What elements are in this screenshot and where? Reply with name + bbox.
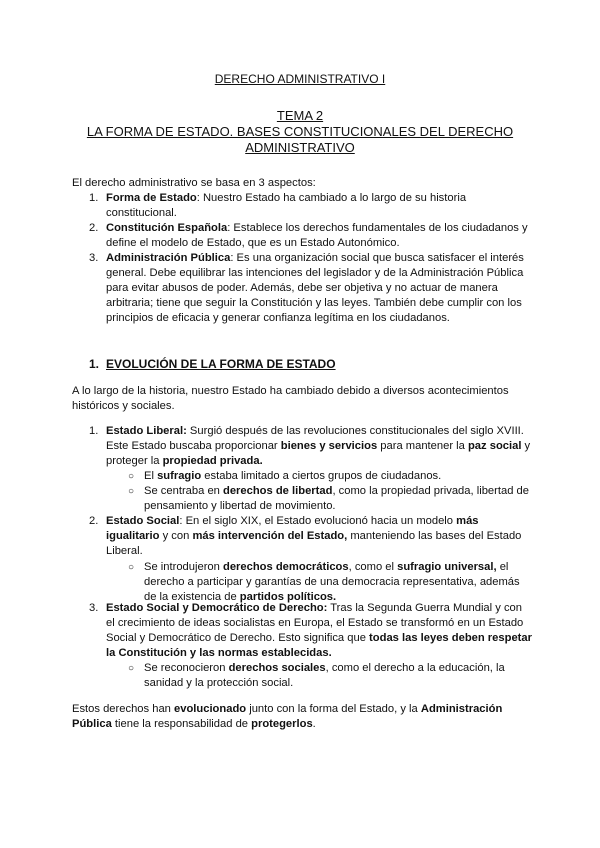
sub-list-item (72, 661, 532, 691)
text-span: El (144, 470, 158, 482)
intro-list (72, 191, 532, 326)
list-number: 3. (89, 252, 99, 264)
section-title: EVOLUCIÓN DE LA FORMA DE ESTADO (106, 357, 336, 371)
text-span: , como el derecho a la educación, la sanidad y la protección social. (144, 662, 505, 689)
list-term: Estado Liberal: (106, 425, 187, 437)
section-number: 1. (89, 357, 100, 371)
list-number: 3. (89, 602, 99, 614)
bold-span: derechos democráticos (223, 561, 349, 573)
list-number: 1. (89, 192, 99, 204)
text-span: : En el siglo XIX, el Estado evolucionó hacia un modelo (179, 515, 457, 527)
bold-span: sufragio universal, (397, 561, 497, 573)
tema-number: TEMA 2 (276, 108, 324, 123)
bold-span: protegerlos (251, 718, 313, 730)
intro-block (72, 176, 532, 326)
tema-heading (60, 108, 540, 156)
text-span: Se centraba en (144, 485, 223, 497)
list-number: 2. (89, 515, 99, 527)
list-item (72, 514, 532, 559)
text-span: Tras la Segunda Guerra Mundial y con el crecimiento de ideas socialistas en Europa, el Estado se transformó en un Estado Social y Democrático de Derecho. Esto significa que (106, 602, 524, 644)
tema-title: LA FORMA DE ESTADO. BASES CONSTITUCIONALES DEL DERECHO ADMINISTRATIVO (86, 124, 514, 155)
text-span: el derecho a participar y garantías de una democracia representativa, además de la existencia de (144, 561, 520, 603)
sub-list-item (72, 484, 532, 514)
text-span: . (312, 718, 316, 730)
bold-span: propiedad privada. (162, 455, 263, 467)
text-span: Se reconocieron (144, 662, 229, 674)
text-span: y con (159, 530, 193, 542)
bold-span: derechos sociales (228, 662, 326, 674)
sub-list-item (72, 560, 532, 605)
bold-span: más intervención del Estado, (192, 530, 348, 542)
bold-span: Administración Pública (72, 703, 503, 730)
bold-span: evolucionado (174, 703, 247, 715)
list-term: Estado Social y Democrático de Derecho: (106, 602, 328, 614)
bold-span: todas las leyes deben respetar la Constitución y las normas establecidas. (106, 632, 532, 659)
text-span: , como el (348, 561, 398, 573)
text-span: Surgió después de las revoluciones constitucionales del siglo XVIII. Este Estado buscaba proporcionar (106, 425, 524, 452)
circle-bullet-icon: ○ (128, 562, 135, 573)
document-title: DERECHO ADMINISTRATIVO I (214, 72, 386, 86)
circle-bullet-icon: ○ (128, 663, 135, 674)
estado-democratico (72, 601, 532, 691)
list-item (72, 191, 532, 221)
text-span: , como la propiedad privada, libertad de pensamiento y libertad de movimiento. (144, 485, 529, 512)
estado-social (72, 514, 532, 605)
circle-bullet-icon: ○ (128, 486, 135, 497)
text-span: Estos derechos han (72, 703, 174, 715)
list-text: : Es una organización social que busca satisfacer el interés general. Debe equilibrar las intenciones del legislador y de la Administración Pública para evitar abusos de poder. Además, debe ser objetiva y no actuar de manera arbitraria; tiene que seguir la Constitución y las leyes. También debe cumplir con los principios de eficacia y generar confianza legítima en los ciudadanos. (106, 252, 524, 324)
list-item (72, 601, 532, 661)
list-item (72, 251, 532, 326)
text-span: tiene la responsabilidad de (111, 718, 252, 730)
bold-span: más igualitario (106, 515, 479, 542)
list-term: Estado Social (106, 515, 180, 527)
bold-span: derechos de libertad (223, 485, 333, 497)
circle-bullet-icon: ○ (128, 471, 135, 482)
bold-span: sufragio (157, 470, 202, 482)
text-span: junto con la forma del Estado, y la (246, 703, 421, 715)
text-span: estaba limitado a ciertos grupos de ciudadanos. (201, 470, 442, 482)
list-number: 2. (89, 222, 99, 234)
list-number: 1. (89, 425, 99, 437)
estado-liberal (72, 424, 532, 514)
list-text: : Establece los derechos fundamentales de los ciudadanos y define el modelo de Estado, que es un Estado Autonómico. (106, 222, 528, 249)
list-term: Constitución Española (106, 222, 228, 234)
bold-span: partidos políticos. (239, 591, 337, 603)
list-term: Administración Pública (106, 252, 231, 264)
intro-lead: El derecho administrativo se basa en 3 aspectos: (72, 177, 316, 189)
text-span: para mantener la (377, 440, 468, 452)
sub-list-item (72, 469, 532, 484)
section-heading (72, 357, 532, 372)
bold-span: paz social (467, 440, 522, 452)
section-lead: A lo largo de la historia, nuestro Estado ha cambiado debido a diversos acontecimientos históricos y sociales. (72, 385, 509, 412)
bold-span: bienes y servicios (280, 440, 378, 452)
list-term: Forma de Estado (106, 192, 197, 204)
list-item (72, 221, 532, 251)
list-text: : Nuestro Estado ha cambiado a lo largo de su historia constitucional. (106, 192, 467, 219)
text-span: Se introdujeron (144, 561, 223, 573)
text-span: y proteger la (106, 440, 531, 467)
list-item (72, 424, 532, 469)
text-span: manteniendo las bases del Estado Liberal. (106, 530, 522, 557)
closing-paragraph (72, 702, 532, 732)
